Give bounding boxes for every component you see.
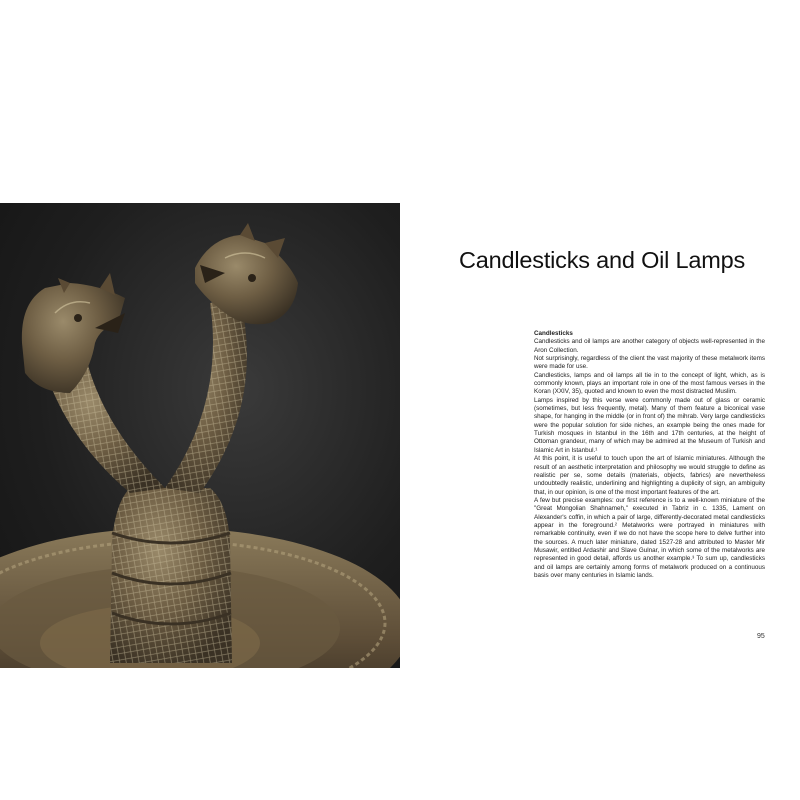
body-text: [534, 330, 765, 580]
paragraph: Candlesticks, lamps and oil lamps all tie in to the concept of light, which, as is commonly known, plays an important role in one of the most famous verses in the Koran (XXIV, 35), quoted and known to even the most distracted Muslim.: [534, 371, 765, 396]
page-number: 95: [757, 633, 765, 640]
section-heading: Candlesticks: [534, 330, 573, 337]
paragraph: Lamps inspired by this verse were commonly made out of glass or ceramic (sometimes, but less frequently, metal). Many of them feature a biconical vase shape, for hanging in the middle (or in front of) the mihrab. Very large candlesticks were the popular solution for side niches, an example being the ones made for Turkish mosques in Istanbul in the 16th and 17th centuries, at the height of Ottoman grandeur, many of which may be admired at the Museum of Turkish and Islamic Art in Istanbul.¹: [534, 396, 765, 454]
candlestick-photo: [0, 203, 400, 668]
paragraph: Candlesticks and oil lamps are another category of objects well-represented in the Aron Collection.: [534, 338, 765, 354]
left-dragon-head: [22, 283, 125, 393]
paragraph: Not surprisingly, regardless of the client the vast majority of these metalwork items were made for use.: [534, 355, 765, 371]
paragraph: A few but precise examples: our first reference is to a well-known miniature of the "Great Mongolian Shahnameh," executed in Tabriz in c. 1335, Lament on Alexander's coffin, in which a pair of large, differently-decorated metal candlesticks appear in the foreground.² Metalworks were portrayed in miniatures with remarkable continuity, even if we do not have the scope here to delve further into the sources. A much later miniature, dated 1527-28 and attributed to Master Mir Musawir, entitled Ardashir and Slave Gulnar, in which some of the metalworks are represented in good detail, affords us another example.³ To sum up, candlesticks and oil lamps are certainly among forms of metalwork produced on a continuous basis over many centuries in Islamic lands.: [534, 496, 765, 579]
candlestick-illustration: [0, 203, 400, 668]
paragraph: At this point, it is useful to touch upon the art of Islamic miniatures. Although the result of an aesthetic interpretation and philosophy we would struggle to define as realistic per se, some details (materials, objects, fabrics) are nevertheless undoubtedly realistic, underlining and highlighting a duplicity of sign, an ambiguity that, in our opinion, is one of the most important features of the art.: [534, 455, 765, 496]
page-title: Candlesticks and Oil Lamps: [459, 247, 746, 273]
